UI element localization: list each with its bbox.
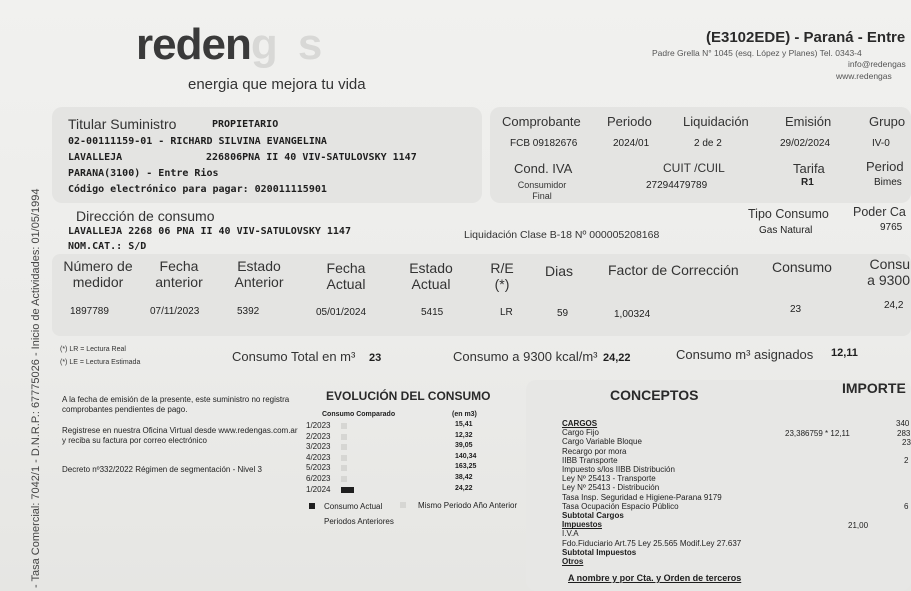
company-logo — [136, 20, 326, 70]
company-address: Padre Grella N° 1045 (esq. López y Planes) Tel. 0343-4 — [652, 48, 862, 58]
billing-header-grupo: Grupo — [869, 114, 906, 129]
cond-iva-value: Consumidor Final — [517, 180, 567, 201]
titular-role: PROPIETARIO — [212, 119, 279, 130]
importe-amount-1: 340 — [896, 419, 910, 428]
reading-value-consumo-9300: 24,2 — [884, 300, 904, 311]
evolucion-period: 1/2024 — [306, 484, 331, 494]
concepto-line: Cargo Fijo — [562, 428, 599, 438]
reading-value-fecha-anterior: 07/11/2023 — [150, 306, 200, 317]
payment-code: Código electrónico para pagar: 020011115901 — [68, 184, 327, 195]
billing-value-grupo: IV-0 — [872, 138, 890, 149]
titular-city: PARANA(3100) - Entre Rios — [68, 168, 219, 179]
reading-header-re: R/E (*) — [490, 260, 514, 292]
evolucion-value: 39,05 — [455, 442, 473, 450]
consumo-total-value: 23 — [369, 352, 382, 364]
billing-header-liquidacion: Liquidación — [683, 114, 749, 129]
importe-amount-5: 6 — [904, 502, 909, 511]
importe-title: IMPORTE — [842, 380, 906, 396]
reading-header-medidor: Número de medidor — [63, 258, 133, 290]
evolucion-bar — [341, 476, 347, 482]
note-decreto: Decreto nº332/2022 Régimen de segmentación - Nivel 3 — [62, 465, 262, 474]
evolucion-value: 38,42 — [455, 474, 473, 481]
company-code-title: (E3102EDE) - Paraná - Entre — [706, 29, 906, 46]
consumo-dir-address: LAVALLEJA 2268 06 PNA II 40 VIV-SATULOVSKY 1147 — [68, 226, 351, 237]
billing-value-emision: 29/02/2024 — [780, 138, 831, 149]
consumo-dir-nomcat: NOM.CAT.: S/D — [68, 241, 147, 252]
iva-rate: 21,00 — [848, 521, 869, 530]
cond-iva-label: Cond. IVA — [514, 161, 573, 176]
titular-label: Titular Suministro — [68, 116, 177, 132]
legend-anteriores-label: Periodos Anteriores — [324, 517, 394, 526]
logo-text-faded: g s — [250, 20, 327, 69]
company-web: www.redengas — [836, 71, 892, 81]
billing-value-liquidacion: 2 de 2 — [694, 138, 722, 149]
concepto-line: IIBB Transporte — [562, 455, 618, 465]
consumo-total-label: Consumo Total en m³ — [232, 349, 356, 364]
evolucion-period: 3/2023 — [306, 442, 331, 452]
evolucion-value: 140,34 — [455, 452, 477, 460]
legend-lr: (*) LR = Lectura Real — [60, 346, 126, 353]
consumo-kcal-label: Consumo a 9300 kcal/m³ — [453, 349, 598, 364]
poder-calorico-value: 9765 — [880, 222, 903, 233]
importe-amount-3: 23 — [902, 438, 911, 447]
evolucion-bar — [341, 434, 347, 440]
legend-mismo-swatch — [400, 502, 406, 508]
evolucion-value: 163,25 — [455, 463, 477, 471]
logo-tagline: energia que mejora tu vida — [188, 76, 366, 93]
consumo-kcal-value: 24,22 — [603, 352, 631, 364]
evolucion-value: 15,41 — [455, 421, 473, 428]
importe-amount-4: 2 — [904, 456, 909, 465]
concepto-line: Fdo.Fiduciario Art.75 Ley 25.565 Modif.Ley 27.637 — [562, 538, 742, 548]
evolucion-bar — [341, 444, 347, 450]
reading-value-re: LR — [500, 307, 513, 318]
evolucion-bar — [341, 465, 347, 471]
tipo-consumo-label: Tipo Consumo — [748, 207, 829, 221]
reading-value-factor: 1,00324 — [614, 309, 651, 320]
concepto-line: Otros — [562, 557, 584, 566]
evolucion-bar — [341, 455, 347, 461]
evolucion-value: 24,22 — [455, 484, 473, 492]
reading-header-dias: Dias — [545, 263, 574, 279]
concepto-line: Impuesto s/los IIBB Distribución — [562, 465, 675, 474]
tarifa-label: Tarifa — [793, 161, 825, 176]
billing-value-comprobante: FCB 09182676 — [510, 138, 578, 149]
note-oficina-virtual: Registrese en nuestra Oficina Virtual desde www.redengas.com.ar y reciba su factura por correo electrónico — [62, 426, 298, 445]
titular-street-detail: 226806PNA II 40 VIV-SATULOVSKY 1147 — [206, 152, 417, 163]
reading-header-estado-anterior: Estado Anterior — [234, 258, 284, 290]
reading-value-estado-actual: 5415 — [421, 307, 444, 318]
legend-actual-label: Consumo Actual — [324, 502, 383, 511]
reading-value-medidor: 1897789 — [70, 306, 109, 317]
titular-street: LAVALLEJA — [68, 152, 123, 163]
evolucion-period: 1/2023 — [306, 421, 331, 430]
reading-header-consumo: Consumo — [772, 259, 832, 275]
concepto-line: Ley Nº 25413 - Distribución — [562, 483, 660, 493]
evolucion-unit-header: (en m3) — [452, 411, 477, 418]
evolucion-period: 6/2023 — [306, 474, 331, 483]
billing-header-periodo: Periodo — [607, 114, 652, 129]
concepto-line: CARGOS — [562, 419, 598, 428]
company-email: info@redengas — [848, 59, 906, 69]
conceptos-title: CONCEPTOS — [610, 387, 699, 403]
reading-header-fecha-actual: Fecha Actual — [326, 260, 366, 292]
tarifa-value: R1 — [801, 177, 814, 188]
concepto-line: Cargo Variable Bloque — [562, 437, 642, 447]
concepto-line: I.V.A — [562, 529, 579, 539]
concepto-line: Subtotal Cargos — [562, 511, 624, 520]
evolucion-bar — [341, 423, 347, 429]
concepto-line: Tasa Ocupación Espacio Público — [562, 501, 679, 511]
reading-value-fecha-actual: 05/01/2024 — [316, 307, 367, 318]
cargo-variable-calc: 23,386759 * 12,11 — [785, 429, 850, 438]
legend-actual-swatch — [309, 503, 315, 509]
evolucion-period: 4/2023 — [306, 452, 331, 462]
billing-header-comprobante: Comprobante — [502, 114, 581, 129]
reading-value-dias: 59 — [557, 308, 569, 319]
concepto-line: Tasa Insp. Seguridad e Higiene-Parana 9179 — [562, 492, 722, 502]
logo-text: reden — [136, 20, 251, 69]
reading-header-factor: Factor de Corrección — [608, 262, 739, 278]
evolucion-period: 5/2023 — [306, 463, 331, 473]
concepto-line: Impuestos — [562, 520, 603, 530]
legend-mismo-label: Mismo Periodo Año Anterior — [418, 501, 518, 510]
cuit-label: CUIT /CUIL — [663, 161, 725, 175]
side-registration-text: - Tasa Comercial: 7042/1 - D.N.R.P.: 67775026 - Inicio de Actividades: 01/05/1994 — [30, 188, 42, 588]
liquidacion-clase: Liquidación Clase B-18 Nº 000005208168 — [464, 229, 660, 241]
poder-calorico-label: Poder Ca — [853, 205, 906, 219]
consumo-asignados-label: Consumo m³ asignados — [676, 347, 814, 362]
periodo-label: Period — [866, 159, 904, 174]
evolucion-title: EVOLUCIÓN DEL CONSUMO — [326, 389, 491, 403]
reading-header-consumo-9300: Consu a 9300 — [867, 256, 910, 288]
consumo-dir-label: Dirección de consumo — [76, 208, 215, 224]
evolucion-col-header: Consumo Comparado — [322, 411, 396, 418]
reading-header-fecha-anterior: Fecha anterior — [155, 258, 203, 290]
concepto-line: A nombre y por Cta. y Orden de terceros — [568, 573, 742, 583]
evolucion-bar — [341, 487, 354, 493]
reading-header-estado-actual: Estado Actual — [409, 260, 453, 292]
concepto-line: Subtotal Impuestos — [562, 547, 637, 557]
billing-value-periodo: 2024/01 — [613, 138, 650, 149]
billing-header-emision: Emisión — [785, 114, 832, 129]
titular-account-name: 02-00111159-01 - RICHARD SILVINA EVANGELINA — [68, 136, 327, 147]
evolucion-period: 2/2023 — [306, 431, 331, 441]
reading-value-estado-anterior: 5392 — [237, 306, 260, 317]
cuit-value: 27294479789 — [646, 180, 708, 191]
periodo-value: Bimes — [874, 177, 902, 188]
tipo-consumo-value: Gas Natural — [759, 225, 813, 236]
evolucion-value: 12,32 — [455, 431, 473, 439]
concepto-line: Recargo por mora — [562, 446, 627, 456]
consumo-asignados-value: 12,11 — [831, 347, 858, 359]
note-no-debt: A la fecha de emisión de la presente, este suministro no registra comprobantes pendientes de pago. — [62, 395, 290, 414]
legend-le: (*) LE = Lectura Estimada — [60, 359, 141, 366]
concepto-line: Ley Nº 25413 - Transporte — [562, 474, 656, 484]
importe-amount-2: 283 — [897, 429, 911, 438]
reading-value-consumo: 23 — [790, 304, 802, 315]
